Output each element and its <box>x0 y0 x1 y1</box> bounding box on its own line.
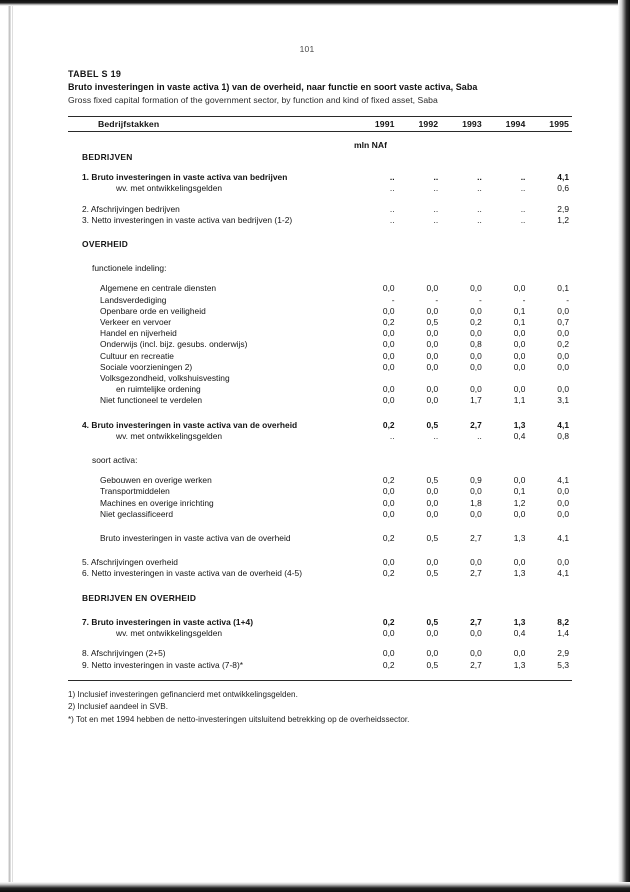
row-label: 5. Afschrijvingen overheid <box>82 557 178 568</box>
row-label: 7. Bruto investeringen in vaste activa (1+4) <box>82 616 254 627</box>
cell-1992 <box>398 152 442 163</box>
cell-1991: .. <box>389 430 395 441</box>
spacer-row <box>68 639 572 648</box>
cell-1991: 0,0 <box>382 557 395 568</box>
unit-row <box>68 132 572 153</box>
cell-1995: 0,1 <box>557 283 569 294</box>
column-header-stub: Bedrijfstakken <box>98 118 160 129</box>
cell-1992 <box>398 263 442 274</box>
cell-1995: 0,0 <box>557 497 569 508</box>
table-body <box>68 116 572 681</box>
cell-1994: .. <box>520 214 526 225</box>
cell-1992: 0,5 <box>426 533 439 544</box>
cell-1994: 0,1 <box>513 317 526 328</box>
row-label: 1. Bruto investeringen in vaste activa van bedrijven <box>82 172 288 183</box>
cell-1995: 1,4 <box>557 628 569 639</box>
cell-1993: .. <box>477 183 482 194</box>
cell-1992: 0,0 <box>426 305 439 316</box>
cell-1991: 0,0 <box>382 508 395 519</box>
cell-1991: .. <box>389 203 395 214</box>
row-label: Machines en overige inrichting <box>100 497 214 508</box>
cell-1993: .. <box>477 430 482 441</box>
cell-1994: 0,0 <box>513 350 526 361</box>
cell-1995: 0,0 <box>557 557 569 568</box>
cell-1995: 0,0 <box>557 508 569 519</box>
cell-1994: 0,0 <box>513 384 526 395</box>
cell-1995: 0,7 <box>557 317 569 328</box>
table-row <box>68 455 572 466</box>
row-label: 4. Bruto investeringen in vaste activa van de overheid <box>82 419 298 430</box>
cell-1993: 2,7 <box>470 568 482 579</box>
unit-label: mln NAf <box>354 140 387 150</box>
table-row <box>68 568 572 579</box>
scan-gutter-line <box>12 6 13 886</box>
row-label: Gebouwen en overige werken <box>100 475 212 486</box>
cell-1995: 0,0 <box>557 361 569 372</box>
spacer-row <box>68 520 572 533</box>
row-label: BEDRIJVEN <box>82 152 133 162</box>
spacer-row <box>68 466 572 475</box>
row-label: soort activa: <box>92 455 138 466</box>
scan-edge-right <box>618 0 630 892</box>
row-label: Transportmiddelen <box>100 486 170 497</box>
cell-1991: 0,0 <box>382 339 395 350</box>
table-row <box>68 295 572 306</box>
cell-1995: 0,0 <box>557 328 569 339</box>
cell-1993: 0,0 <box>470 283 482 294</box>
row-label: Onderwijs (incl. bijz. gesubs. onderwijs) <box>100 339 248 350</box>
cell-1994: 0,4 <box>513 628 526 639</box>
cell-1991: 0,0 <box>382 350 395 361</box>
cell-1991: 0,0 <box>382 486 395 497</box>
table-rule-bottom <box>68 680 572 681</box>
row-label: OVERHEID <box>82 239 129 250</box>
table-row <box>68 172 572 183</box>
cell-1994: 0,0 <box>513 475 526 486</box>
cell-1995: 0,0 <box>557 384 569 395</box>
row-label: 8. Afschrijvingen (2+5) <box>82 648 166 659</box>
cell-1992: 0,0 <box>426 486 439 497</box>
cell-1995: 0,0 <box>557 350 569 361</box>
cell-1994: 1,3 <box>513 533 526 544</box>
cell-1992: 0,0 <box>426 508 439 519</box>
cell-1991: 0,2 <box>382 616 395 627</box>
cell-1995: 2,9 <box>557 203 569 214</box>
column-header-year-1991: 1991 <box>374 118 395 129</box>
row-label: 3. Netto investeringen in vaste activa van bedrijven (1-2) <box>82 214 293 225</box>
cell-1994 <box>485 239 529 250</box>
table-row <box>68 509 572 520</box>
cell-1992: 0,0 <box>426 350 439 361</box>
row-label: en ruimtelijke ordening <box>116 384 201 395</box>
row-label: Cultuur en recreatie <box>100 350 174 361</box>
row-label: Volksgezondheid, volkshuisvesting <box>100 373 230 384</box>
cell-1994: 1,1 <box>513 395 526 406</box>
cell-1994: 1,3 <box>513 419 526 430</box>
cell-1995: 8,2 <box>557 616 569 627</box>
spacer-row <box>68 604 572 617</box>
cell-1993: 2,7 <box>470 616 482 627</box>
cell-1992: 0,0 <box>426 328 439 339</box>
table-row <box>68 557 572 568</box>
cell-1991 <box>354 373 398 384</box>
cell-1992 <box>398 373 442 384</box>
cell-1992: .. <box>433 214 439 225</box>
cell-1991: 0,0 <box>382 305 395 316</box>
cell-1995 <box>528 263 572 274</box>
row-label: Niet geclassificeerd <box>100 508 174 519</box>
cell-1992: 0,0 <box>426 557 439 568</box>
cell-1995: 4,1 <box>557 172 569 183</box>
cell-1994: - <box>522 294 526 305</box>
cell-1991 <box>354 593 398 604</box>
unit-spacer <box>68 132 354 153</box>
cell-1991: .. <box>389 214 395 225</box>
table-label: TABEL S 19 <box>68 69 122 79</box>
cell-1991: 0,2 <box>382 533 395 544</box>
table-row <box>68 362 572 373</box>
cell-1993: 1,8 <box>470 497 482 508</box>
row-label: wv. met ontwikkelingsgelden <box>116 183 223 194</box>
cell-1994: 0,4 <box>513 430 526 441</box>
table-section-heading <box>68 152 572 163</box>
cell-1992: 0,5 <box>426 616 439 627</box>
cell-1993: 0,0 <box>470 628 482 639</box>
spacer-row <box>68 442 572 455</box>
cell-1995: 4,1 <box>557 568 569 579</box>
cell-1995 <box>528 152 572 163</box>
cell-1992: 0,0 <box>426 339 439 350</box>
cell-1993: .. <box>477 203 482 214</box>
cell-1995 <box>528 373 572 384</box>
table-row <box>68 660 572 671</box>
row-label: Sociale voorzieningen 2) <box>100 361 193 372</box>
cell-1993 <box>441 593 485 604</box>
row-label: functionele indeling: <box>92 263 167 274</box>
cell-1992: 0,5 <box>426 475 439 486</box>
scan-gutter-left <box>8 6 11 886</box>
cell-1991: 0,2 <box>382 317 395 328</box>
cell-1994 <box>485 152 529 163</box>
cell-1992 <box>398 239 442 250</box>
cell-1992: 0,0 <box>426 628 439 639</box>
scan-edge-bottom <box>0 882 630 892</box>
row-label: wv. met ontwikkelingsgelden <box>116 430 223 441</box>
table-row <box>68 431 572 442</box>
cell-1995: 3,1 <box>557 395 569 406</box>
cell-1993: 0,0 <box>470 486 482 497</box>
cell-1994: 1,3 <box>513 616 526 627</box>
cell-1992: .. <box>433 430 439 441</box>
column-header-year-1995: 1995 <box>549 118 569 129</box>
cell-1995 <box>528 239 572 250</box>
column-header-year-1993: 1993 <box>462 118 482 129</box>
cell-1993: .. <box>477 172 482 183</box>
cell-1992: 0,0 <box>426 648 439 659</box>
cell-1995: 0,0 <box>557 486 569 497</box>
spacer-row <box>68 407 572 420</box>
spacer-row <box>68 544 572 557</box>
cell-1991: 0,0 <box>382 328 395 339</box>
cell-1994: 0,0 <box>513 283 526 294</box>
row-label: 2. Afschrijvingen bedrijven <box>82 203 180 214</box>
cell-1995 <box>528 593 572 604</box>
cell-1991: 0,0 <box>382 361 395 372</box>
cell-1993 <box>441 152 485 163</box>
cell-1993: 0,9 <box>470 475 482 486</box>
table-row <box>68 648 572 659</box>
cell-1993: 0,0 <box>470 350 482 361</box>
spacer-row <box>68 226 572 239</box>
table-row <box>68 628 572 639</box>
page-number: 101 <box>299 44 315 54</box>
cell-1991: 0,2 <box>382 475 395 486</box>
cell-1991: .. <box>389 172 395 183</box>
cell-1993: 1,7 <box>470 395 482 406</box>
cell-1994: 0,0 <box>513 361 526 372</box>
footnote-1: 1) Inclusief investeringen gefinancierd met ontwikkelingsgelden. <box>68 689 298 699</box>
cell-1994: 0,0 <box>513 648 526 659</box>
cell-1991: 0,0 <box>382 395 395 406</box>
row-label: Bruto investeringen in vaste activa van de overheid <box>100 533 291 544</box>
cell-1995: 5,3 <box>557 659 569 670</box>
table-row <box>68 183 572 194</box>
cell-1992: .. <box>433 172 439 183</box>
cell-1995: 1,2 <box>557 214 569 225</box>
table-title-english: Gross fixed capital formation of the government sector, by function and kind of fixed asset, Saba <box>68 94 438 105</box>
cell-1993: 0,0 <box>470 384 482 395</box>
cell-1993: 0,0 <box>470 305 482 316</box>
table-section-heading <box>68 593 572 604</box>
cell-1992: .. <box>433 183 439 194</box>
cell-1991 <box>354 152 398 163</box>
cell-1993 <box>441 373 485 384</box>
table-row <box>68 475 572 486</box>
cell-1994: 0,0 <box>513 508 526 519</box>
row-label: Handel en nijverheid <box>100 328 177 339</box>
cell-1993 <box>441 455 485 466</box>
row-label: Niet functioneel te verdelen <box>100 395 203 406</box>
cell-1994 <box>485 373 529 384</box>
row-label: Openbare orde en veiligheid <box>100 305 206 316</box>
cell-1992: 0,0 <box>426 497 439 508</box>
row-label: BEDRIJVEN EN OVERHEID <box>82 592 197 603</box>
table-row <box>68 617 572 628</box>
cell-1991: 0,2 <box>382 568 395 579</box>
cell-1994: .. <box>520 183 526 194</box>
cell-1994 <box>485 263 529 274</box>
cell-1994: .. <box>520 203 526 214</box>
row-label: Landsverdediging <box>100 294 167 305</box>
cell-1992: 0,0 <box>426 361 439 372</box>
cell-1994: 1,2 <box>513 497 526 508</box>
cell-1991: - <box>391 294 395 305</box>
cell-1994: 1,3 <box>513 659 526 670</box>
spacer-row <box>68 195 572 204</box>
cell-1995: 0,6 <box>557 183 569 194</box>
spacer-row <box>68 580 572 593</box>
footnotes <box>68 689 572 727</box>
cell-1991: 0,2 <box>382 659 395 670</box>
table-row <box>68 263 572 274</box>
cell-1993: 2,7 <box>470 419 482 430</box>
cell-1993: 0,0 <box>470 508 482 519</box>
cell-1993 <box>441 263 485 274</box>
column-header-year-1992: 1992 <box>418 118 439 129</box>
cell-1992: 0,0 <box>426 283 439 294</box>
cell-1993 <box>441 239 485 250</box>
cell-1991 <box>354 455 398 466</box>
table-row <box>68 283 572 294</box>
cell-1993: - <box>478 294 482 305</box>
cell-1995: - <box>566 294 569 305</box>
cell-1991: 0,2 <box>382 419 395 430</box>
cell-1994: 0,1 <box>513 305 526 316</box>
cell-1993: 0,0 <box>470 328 482 339</box>
cell-1991: 0,0 <box>382 384 395 395</box>
footnote-2: 2) Inclusief aandeel in SVB. <box>68 702 168 712</box>
cell-1995: 0,8 <box>557 430 569 441</box>
scan-edge-top <box>0 0 630 6</box>
cell-1993: 0,0 <box>470 648 482 659</box>
table-title-dutch: Bruto investeringen in vaste activa 1) van de overheid, naar functie en soort vaste activa, Saba <box>68 81 478 92</box>
table-row <box>68 339 572 350</box>
cell-1994: 0,0 <box>513 557 526 568</box>
cell-1991 <box>354 239 398 250</box>
row-label: 9. Netto investeringen in vaste activa (7-8)* <box>82 659 244 670</box>
cell-1992 <box>398 593 442 604</box>
table-header-row <box>68 117 572 132</box>
cell-1994 <box>485 593 529 604</box>
cell-1993: .. <box>477 214 482 225</box>
table-row <box>68 533 572 544</box>
cell-1995: 0,0 <box>557 305 569 316</box>
cell-1995: 4,1 <box>557 533 569 544</box>
table-row <box>68 215 572 226</box>
cell-1991: 0,0 <box>382 648 395 659</box>
page-content <box>68 68 572 726</box>
spacer-row <box>68 671 572 681</box>
row-label: Verkeer en vervoer <box>100 317 172 328</box>
table-row <box>68 306 572 317</box>
cell-1992: 0,5 <box>426 419 439 430</box>
table-row <box>68 420 572 431</box>
statistics-table <box>68 116 572 681</box>
spacer-row <box>68 274 572 283</box>
cell-1992: .. <box>433 203 439 214</box>
cell-1994: .. <box>520 172 526 183</box>
table-row <box>68 328 572 339</box>
cell-1993: 0,0 <box>470 361 482 372</box>
cell-1991: 0,0 <box>382 283 395 294</box>
cell-1991: .. <box>389 183 395 194</box>
row-label: Algemene en centrale diensten <box>100 283 217 294</box>
cell-1992: 0,5 <box>426 659 439 670</box>
table-row <box>68 373 572 384</box>
cell-1992 <box>398 455 442 466</box>
cell-1993: 0,8 <box>470 339 482 350</box>
cell-1992: 0,5 <box>426 317 439 328</box>
cell-1995: 4,1 <box>557 419 569 430</box>
table-row <box>68 351 572 362</box>
table-section-heading <box>68 239 572 250</box>
footnote-3: *) Tot en met 1994 hebben de netto-investeringen uitsluitend betrekking op de overheidssector. <box>68 714 410 724</box>
table-row <box>68 498 572 509</box>
table-row <box>68 384 572 395</box>
table-row <box>68 395 572 406</box>
cell-1994: 0,0 <box>513 328 526 339</box>
row-label: 6. Netto investeringen in vaste activa van de overheid (4-5) <box>82 568 303 579</box>
column-header-year-1994: 1994 <box>505 118 526 129</box>
cell-1994: 0,1 <box>513 486 526 497</box>
table-row <box>68 486 572 497</box>
cell-1992: 0,0 <box>426 384 439 395</box>
cell-1993: 0,0 <box>470 557 482 568</box>
cell-1991: 0,0 <box>382 628 395 639</box>
spacer-row <box>68 250 572 263</box>
cell-1991 <box>354 263 398 274</box>
cell-1993: 0,2 <box>470 317 482 328</box>
spacer-row <box>68 163 572 172</box>
row-label: wv. met ontwikkelingsgelden <box>116 628 223 639</box>
cell-1995 <box>528 455 572 466</box>
cell-1992: 0,5 <box>426 568 439 579</box>
cell-1992: - <box>435 294 439 305</box>
cell-1993: 2,7 <box>470 659 482 670</box>
cell-1995: 2,9 <box>557 648 569 659</box>
cell-1991: 0,0 <box>382 497 395 508</box>
table-row <box>68 317 572 328</box>
table-row <box>68 204 572 215</box>
title-block <box>68 68 572 107</box>
cell-1993: 2,7 <box>470 533 482 544</box>
cell-1994: 0,0 <box>513 339 526 350</box>
cell-1994 <box>485 455 529 466</box>
cell-1995: 4,1 <box>557 475 569 486</box>
cell-1994: 1,3 <box>513 568 526 579</box>
cell-1992: 0,0 <box>426 395 439 406</box>
cell-1995: 0,2 <box>557 339 569 350</box>
